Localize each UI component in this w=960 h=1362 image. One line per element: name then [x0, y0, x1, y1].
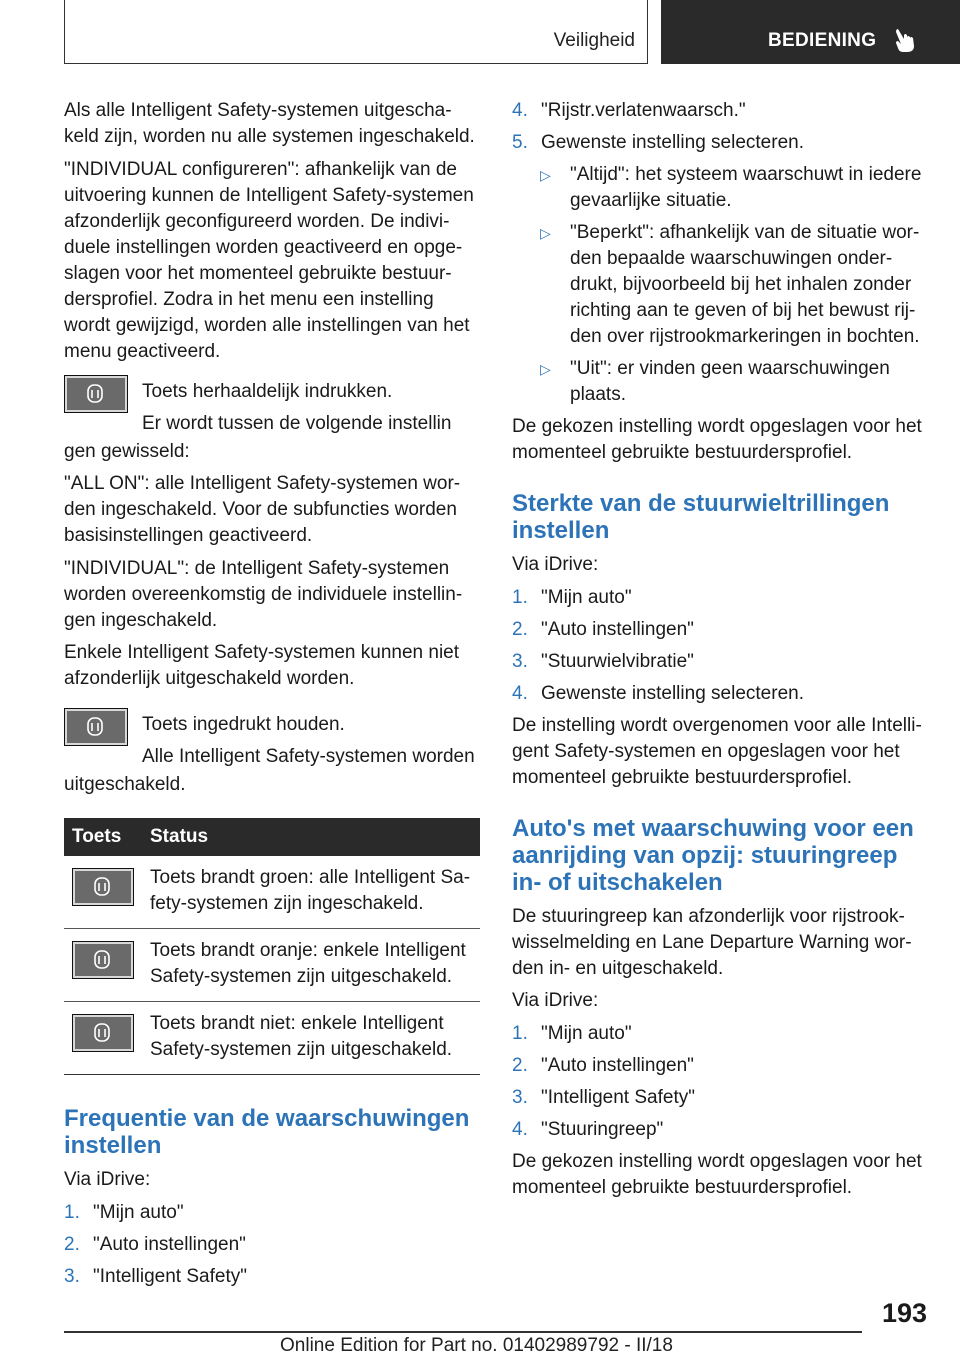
table-cell-status: Toets brandt niet: enkele Intelligent Safety-systemen zijn uitgeschakeld. — [142, 1002, 480, 1075]
list-item: 1. "Mijn auto" — [512, 1022, 632, 1044]
paragraph: De gekozen instelling wordt opgeslagen voor het momenteel gebruikte bestuurdersprofiel. — [512, 1150, 922, 1198]
via-label: Via iDrive: — [512, 990, 599, 1011]
paragraph: De instelling wordt overgenomen voor alle Intelligent Safety-systemen en opgeslagen voor het momenteel gebruikte bestuurdersprofiel. — [512, 714, 922, 788]
key-instruction-line: Alle Intelligent Safety-systemen worden — [142, 746, 475, 767]
list-item: ▷ "Beperkt": afhankelijk van de situatie worden bepaalde waarschuwingen onderdrukt, bijvoorbeeld bij het inhalen zonder richting aan te geven of bij het bewust rijden over rijstrookmarkeringen in bochten. — [540, 222, 920, 347]
status-table — [64, 818, 480, 1075]
left-column — [64, 98, 480, 1296]
via-label: Via iDrive: — [512, 554, 599, 575]
step-list — [64, 1200, 480, 1290]
step-list — [512, 585, 930, 707]
triangle-bullet-icon: ▷ — [540, 361, 551, 377]
list-item: 3. "Intelligent Safety" — [64, 1265, 247, 1287]
paragraph: Enkele Intelligent Safety-systemen kunnen niet afzonderlijk uitgeschakeld worden. — [64, 642, 460, 689]
table-row — [64, 1002, 480, 1075]
key-instruction-line: Toets herhaaldelijk indrukken. — [142, 380, 393, 402]
paragraph: De gekozen instelling wordt opgeslagen voor het momenteel gebruikte bestuurdersprofiel. — [512, 416, 922, 463]
list-item: 1. "Mijn auto" — [64, 1201, 184, 1223]
key-instruction-hold — [64, 712, 480, 772]
list-item: 1. "Mijn auto" — [512, 586, 632, 608]
list-item: 4. "Rijstr.verlatenwaarsch." — [512, 100, 746, 121]
list-item: 3. "Stuurwielvibratie" — [512, 650, 694, 672]
section-heading: Sterkte van de stuurwieltrillingen instellen — [512, 490, 890, 544]
table-row — [64, 929, 480, 1002]
header-chapter-title: BEDIENING — [768, 30, 877, 51]
intro-paragraph: "INDIVIDUAL configureren": afhankelijk van de uitvoering kunnen de Intelligent Safety-systemen afzonderlijk geconfigureerd worden. De individuele instellingen worden geactiveerd en opgeslagen voor het momenteel gebruikte bestuurdersprofiel. Zodra in het menu een instelling wordt gewijzigd, worden alle instellingen van het menu geactiveerd. — [64, 158, 474, 362]
triangle-bullet-icon: ▷ — [540, 167, 551, 183]
list-item: 4. Gewenste instelling selecteren. — [512, 682, 804, 704]
table-header: Toets — [64, 818, 142, 856]
key-instruction-cont: uitgeschakeld. — [64, 774, 186, 795]
safety-button-orange-icon — [72, 941, 134, 979]
list-item: 4. "Stuuringreep" — [512, 1118, 664, 1140]
key-instruction-line: Toets ingedrukt houden. — [142, 714, 345, 735]
right-column — [512, 98, 930, 1207]
table-row — [64, 856, 480, 929]
key-instruction-cont: gen gewisseld: — [64, 440, 190, 462]
list-item: ▷ "Uit": er vinden geen waarschuwingen plaats. — [540, 358, 890, 405]
step-list — [512, 98, 930, 156]
safety-button-green-icon — [72, 868, 134, 906]
paragraph: "INDIVIDUAL": de Intelligent Safety-systemen worden overeenkomstig de individuele instellingen ingeschakeld. — [64, 557, 463, 631]
list-item: 3. "Intelligent Safety" — [512, 1086, 695, 1108]
step-list — [512, 1021, 930, 1143]
triangle-bullet-icon: ▷ — [540, 225, 551, 241]
list-item: 2. "Auto instellingen" — [512, 618, 694, 640]
header-chapter-tab — [661, 0, 960, 64]
safety-button-icon — [64, 708, 128, 746]
key-instruction-line: Er wordt tussen de volgende instellin — [142, 412, 452, 434]
footer-edition: Online Edition for Part no. 01402989792 - II/18 — [280, 1335, 673, 1356]
option-list — [512, 162, 930, 408]
intro-paragraph: Als alle Intelligent Safety-systemen uitgeschakeld zijn, worden nu alle systemen ingeschakeld. — [64, 100, 475, 147]
paragraph: "ALL ON": alle Intelligent Safety-systemen worden ingeschakeld. Voor de subfuncties worden basisinstellingen geactiveerd. — [64, 473, 461, 546]
list-item: 2. "Auto instellingen" — [512, 1054, 694, 1076]
header-section-title: Veiligheid — [553, 30, 635, 51]
section-heading: Auto's met waarschuwing voor een aanrijding van opzij: stuuringreep in- of uitschakelen — [512, 814, 914, 896]
table-cell-status: Toets brandt groen: alle Intelligent Safety-systemen zijn ingeschakeld. — [142, 856, 480, 929]
key-instruction-repeat — [64, 379, 480, 439]
page-number: 193 — [882, 1298, 928, 1328]
paragraph: De stuuringreep kan afzonderlijk voor rijstrookwisselmelding en Lane Departure Warning worden in- en uitgeschakeld. — [512, 905, 912, 979]
list-item: ▷ "Altijd": het systeem waarschuwt in iedere gevaarlijke situatie. — [540, 164, 922, 211]
header-section-tab — [64, 0, 648, 64]
table-cell-status: Toets brandt oranje: enkele Intelligent Safety-systemen zijn uitgeschakeld. — [142, 929, 480, 1002]
table-header: Status — [142, 818, 480, 856]
list-item: 2. "Auto instellingen" — [64, 1233, 246, 1255]
via-label: Via iDrive: — [64, 1169, 151, 1190]
safety-button-icon — [64, 375, 128, 413]
pointing-hand-icon — [893, 26, 919, 54]
footer-divider — [64, 1331, 862, 1333]
safety-button-off-icon — [72, 1014, 134, 1052]
section-heading: Frequentie van de waarschuwingen instellen — [64, 1105, 470, 1159]
list-item: 5. Gewenste instelling selecteren. — [512, 132, 804, 153]
